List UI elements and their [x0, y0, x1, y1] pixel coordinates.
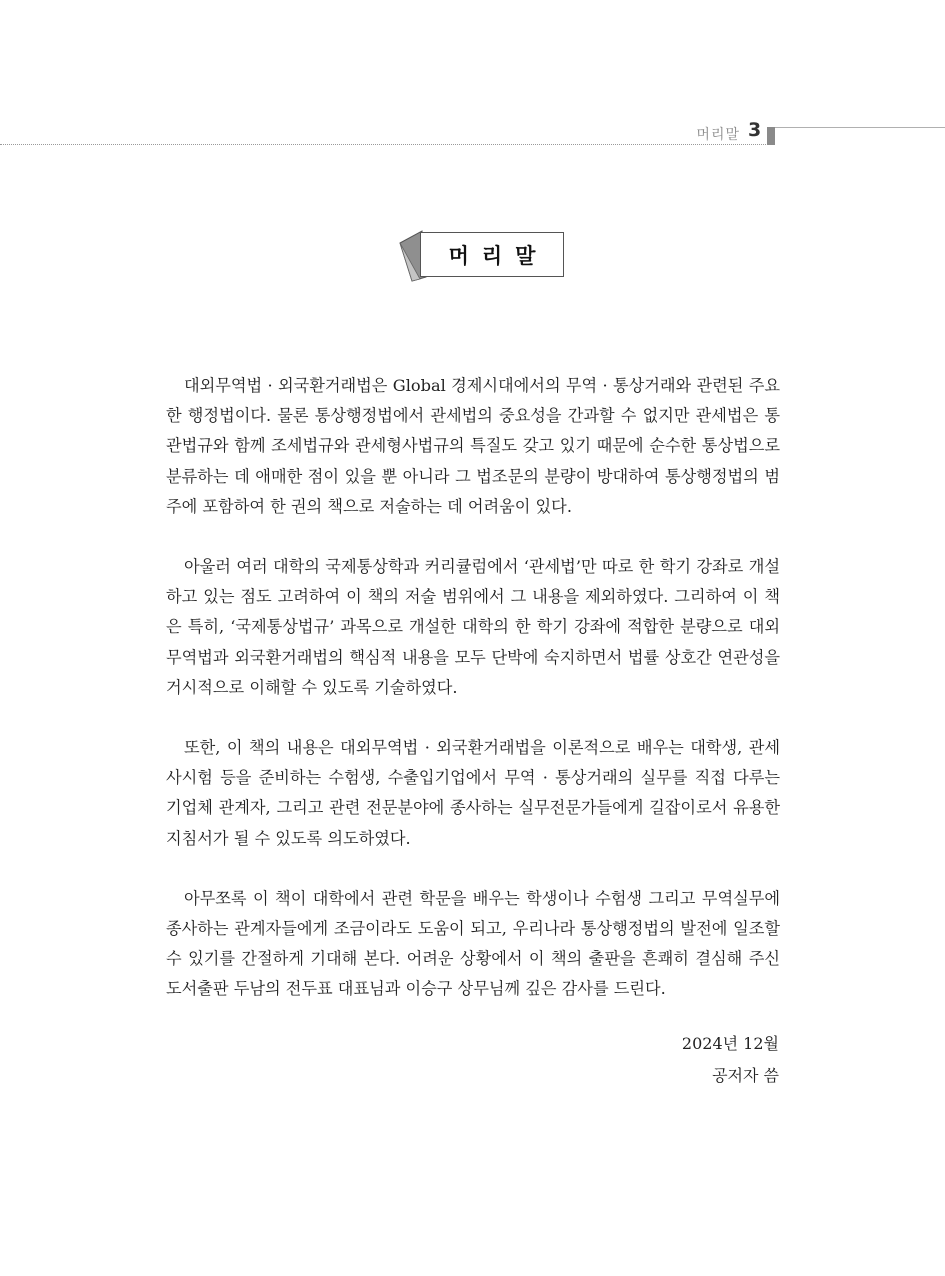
paragraph: 아무쪼록 이 책이 대학에서 관련 학문을 배우는 학생이나 수험생 그리고 무역실무에 종사하는 관계자들에게 조금이라도 도움이 되고, 우리나라 통상행정법의 발전에 일조할 수 있기를 간절하게 기대해 본다. 어려운 상황에서 이 책의 출판을 흔쾌히 결심해 주신 도서출판 두남의 전두표 대표님과 이승구 상무님께 깊은 감사를 드린다.: [166, 888, 780, 999]
signature-author: 공저자 씀: [712, 1066, 779, 1085]
signature-date: 2024년 12월: [681, 1034, 779, 1053]
signature-block: [682, 1028, 779, 1092]
page-number: 3: [748, 119, 762, 141]
body-text: [166, 371, 780, 1005]
page-marker-bar: [767, 127, 775, 145]
paragraph: 아울러 여러 대학의 국제통상학과 커리큘럼에서 ‘관세법’만 따로 한 학기 강좌로 개설하고 있는 점도 고려하여 이 책의 저술 범위에서 그 내용을 제외하였다. 그리하여 이 책은 특히, ‘국제통상법규’ 과목으로 개설한 대학의 한 학기 강좌에 적합한 분량으로 대외무역법과 외국환거래법의 핵심적 내용을 모두 단박에 숙지하면서 법률 상호간 연관성을 거시적으로 이해할 수 있도록 기술하였다.: [166, 557, 780, 697]
header-dotted-rule: [0, 144, 768, 145]
paragraph: 대외무역법 · 외국환거래법은 Global 경제시대에서의 무역 · 통상거래와 관련된 주요한 행정법이다. 물론 통상행정법에서 관세법의 중요성을 간과할 수 없지만 관세법은 통관법규와 함께 조세법규와 관세형사법규의 특질도 갖고 있기 때문에 순수한 통상법으로 분류하는 데 애매한 점이 있을 뿐 아니라 그 법조문의 분량이 방대하여 통상행정법의 범주에 포함하여 한 권의 책으로 저술하는 데 어려움이 있다.: [166, 376, 780, 516]
header-top-rule: [775, 127, 945, 128]
page-title: 머리말: [420, 232, 564, 277]
running-header-section: 머리말: [696, 127, 740, 143]
paragraph: 또한, 이 책의 내용은 대외무역법 · 외국환거래법을 이론적으로 배우는 대학생, 관세사시험 등을 준비하는 수험생, 수출입기업에서 무역 · 통상거래의 실무를 직접 다루는 기업체 관계자, 그리고 관련 전문분야에 종사하는 실무전문가들에게 길잡이로서 유용한 지침서가 될 수 있도록 의도하였다.: [166, 738, 780, 848]
